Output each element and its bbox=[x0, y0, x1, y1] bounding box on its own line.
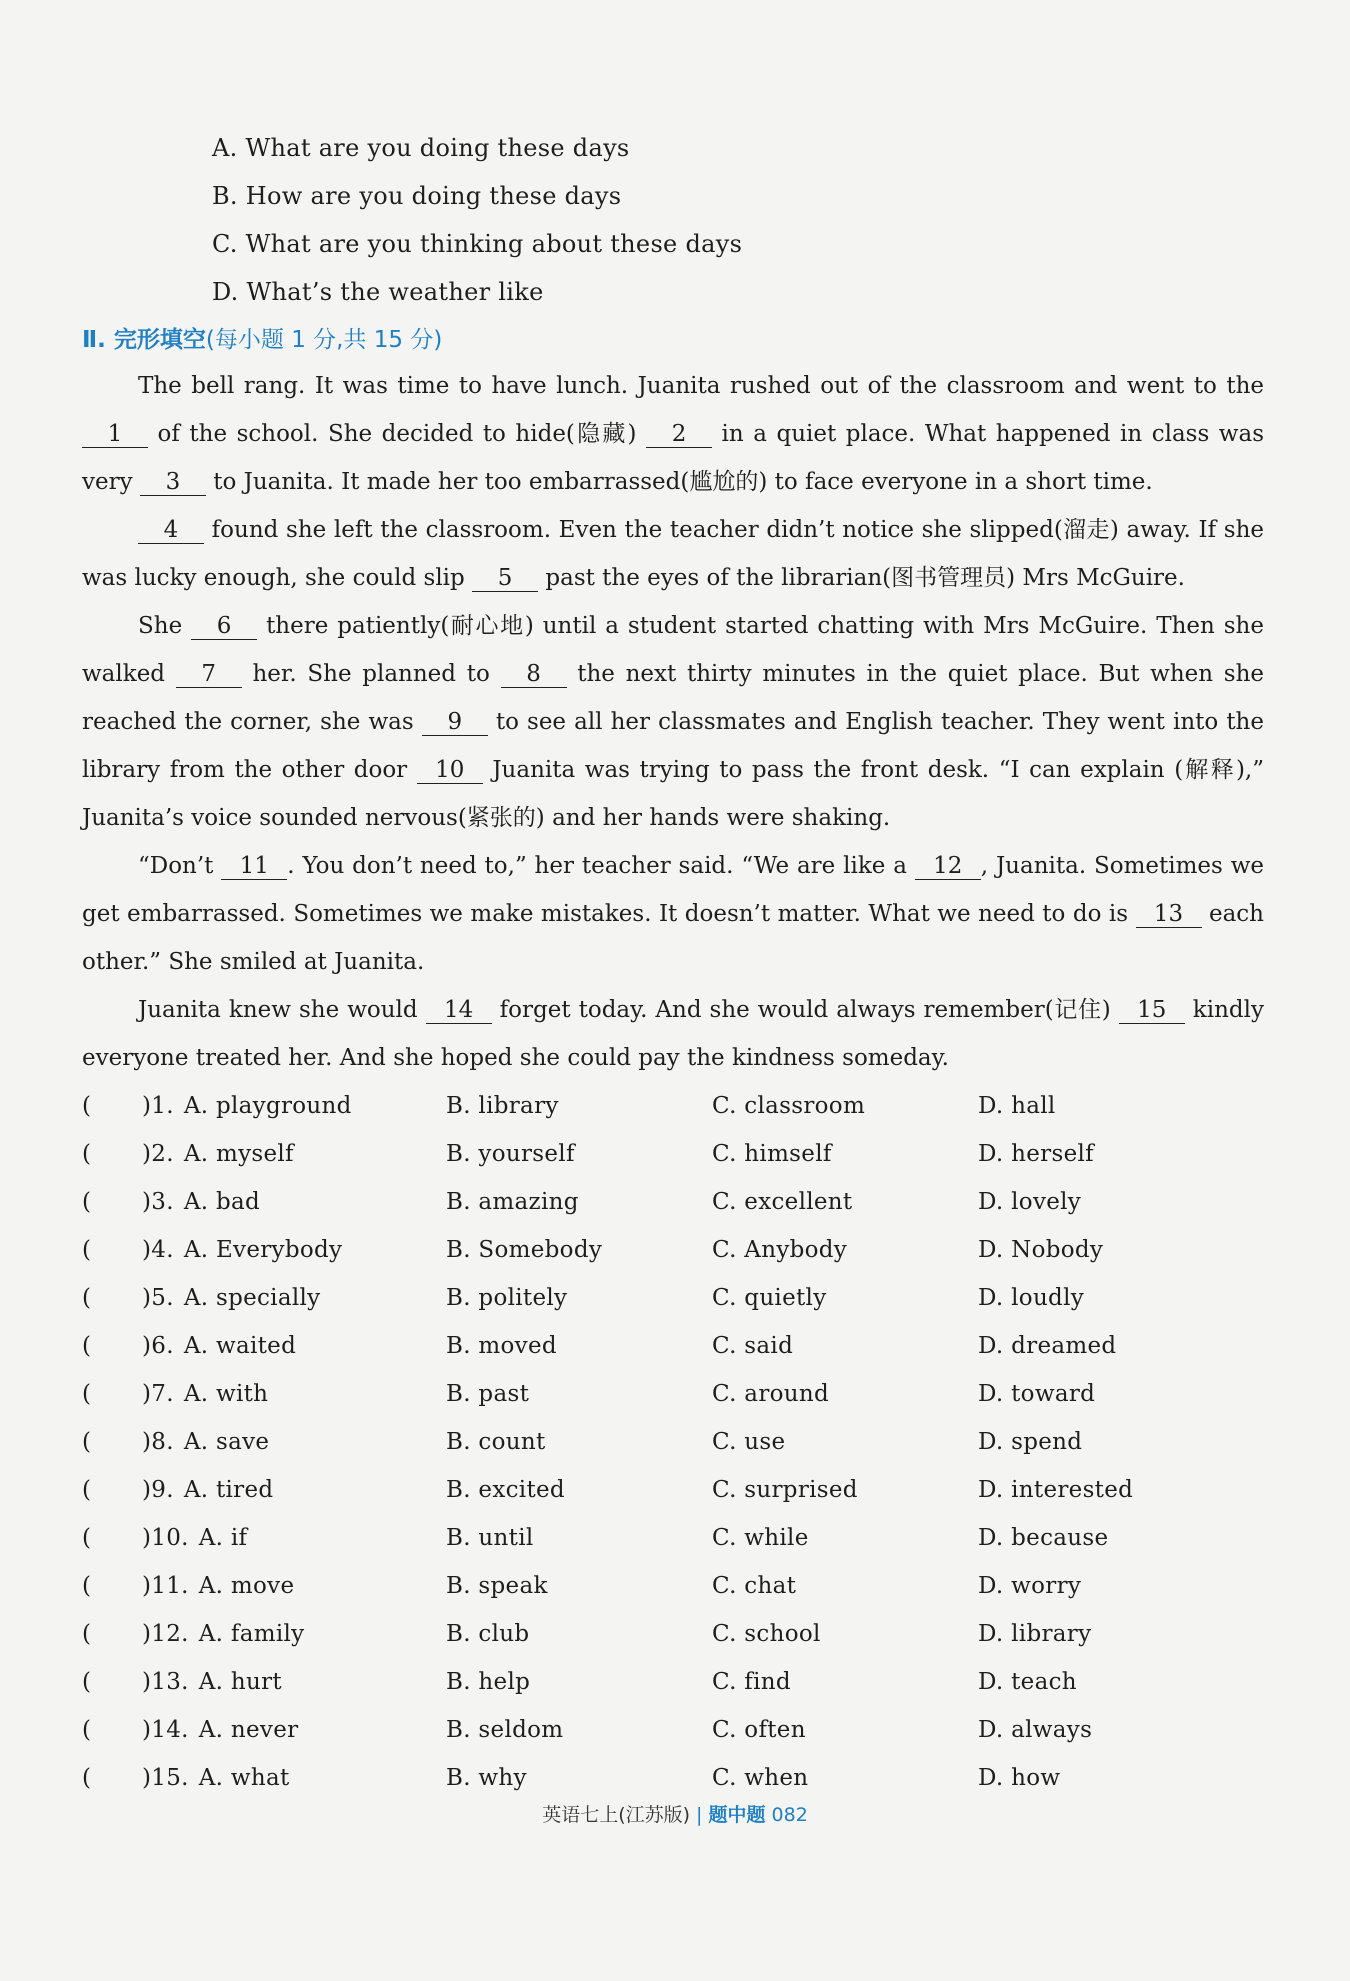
blank-7: 7 bbox=[176, 661, 242, 688]
option-b: B. Somebody bbox=[446, 1237, 603, 1263]
option-a-text: A. specially bbox=[183, 1285, 321, 1311]
question-number: )8. bbox=[142, 1429, 174, 1455]
option-b: B. amazing bbox=[446, 1189, 579, 1215]
question-number: )10. bbox=[142, 1525, 189, 1551]
blank-10: 10 bbox=[417, 757, 483, 784]
option-a-text: A. hurt bbox=[198, 1669, 282, 1695]
answer-paren: ( bbox=[82, 1621, 92, 1647]
blank-9: 9 bbox=[422, 709, 488, 736]
option-a-text: A. Everybody bbox=[183, 1237, 343, 1263]
section-subtitle: (每小题 1 分,共 15 分) bbox=[205, 327, 443, 353]
section-title: Ⅱ. 完形填空 bbox=[82, 327, 206, 353]
option-b: B. library bbox=[446, 1093, 559, 1119]
question-number: )9. bbox=[142, 1477, 174, 1503]
blank-8: 8 bbox=[501, 661, 567, 688]
option-c: C. when bbox=[712, 1765, 809, 1791]
question-number: )11. bbox=[142, 1573, 189, 1599]
text: kindly everyone treated her. And she hoped she could pay the kindness someday. bbox=[82, 997, 1264, 1071]
question-number: )12. bbox=[142, 1621, 189, 1647]
footer-divider: | bbox=[696, 1804, 703, 1826]
option-c: C. What are you thinking about these days bbox=[212, 230, 743, 258]
option-d: D. dreamed bbox=[978, 1333, 1117, 1359]
option-c: C. said bbox=[712, 1333, 794, 1359]
question-row bbox=[82, 1514, 1264, 1562]
option-a-text: A. bad bbox=[183, 1189, 261, 1215]
answer-paren: ( bbox=[82, 1765, 92, 1791]
option-d: D. What’s the weather like bbox=[212, 278, 544, 306]
paragraph-1 bbox=[82, 362, 1264, 506]
option-c: C. himself bbox=[712, 1141, 832, 1167]
text: She bbox=[138, 613, 192, 639]
option-c: C. chat bbox=[712, 1573, 797, 1599]
option-d: D. because bbox=[978, 1525, 1109, 1551]
question-row bbox=[82, 1322, 1264, 1370]
option-a bbox=[142, 1706, 446, 1754]
option-a: A. What are you doing these days bbox=[212, 134, 630, 162]
option-d: D. always bbox=[978, 1717, 1093, 1743]
question-row bbox=[82, 1274, 1264, 1322]
cloze-passage bbox=[82, 362, 1264, 1082]
answer-paren: ( bbox=[82, 1477, 92, 1503]
question-row bbox=[82, 1226, 1264, 1274]
question-row bbox=[82, 1370, 1264, 1418]
answer-paren: ( bbox=[82, 1333, 92, 1359]
option-b: B. why bbox=[446, 1765, 527, 1791]
blank-13: 13 bbox=[1136, 901, 1202, 928]
book-title: 英语七上(江苏版) bbox=[542, 1804, 691, 1826]
option-c: C. classroom bbox=[712, 1093, 866, 1119]
paragraph-2 bbox=[82, 506, 1264, 602]
option-d: D. how bbox=[978, 1765, 1061, 1791]
text: forget today. And she would always remember(记住) bbox=[491, 997, 1119, 1023]
question-row bbox=[82, 1754, 1264, 1802]
option-a-text: A. with bbox=[183, 1381, 269, 1407]
text: “Don’t bbox=[138, 853, 222, 879]
option-a bbox=[142, 1274, 446, 1322]
text: of the school. She decided to hide(隐藏) bbox=[148, 421, 647, 447]
text: to see all her classmates and English teacher. They went into the library from the other door bbox=[82, 709, 1264, 783]
option-c: C. excellent bbox=[712, 1189, 853, 1215]
text: in a quiet place. What happened in class was very bbox=[82, 421, 1264, 495]
series-name: 题中题 bbox=[708, 1804, 766, 1826]
option-d: D. Nobody bbox=[978, 1237, 1104, 1263]
option-a-text: A. never bbox=[198, 1717, 299, 1743]
option-a-text: A. family bbox=[198, 1621, 305, 1647]
option-c: C. while bbox=[712, 1525, 809, 1551]
answer-paren: ( bbox=[82, 1429, 92, 1455]
question-row bbox=[82, 1706, 1264, 1754]
question-row bbox=[82, 1658, 1264, 1706]
option-a bbox=[142, 1754, 446, 1802]
option-a bbox=[142, 1130, 446, 1178]
option-b: B. How are you doing these days bbox=[212, 182, 622, 210]
option-c: C. use bbox=[712, 1429, 786, 1455]
option-a-text: A. tired bbox=[183, 1477, 274, 1503]
option-a-text: A. playground bbox=[183, 1093, 352, 1119]
option-a bbox=[142, 1466, 446, 1514]
question-row bbox=[82, 1562, 1264, 1610]
answer-paren: ( bbox=[82, 1141, 92, 1167]
option-a-text: A. waited bbox=[183, 1333, 297, 1359]
option-a bbox=[142, 1226, 446, 1274]
text: The bell rang. It was time to have lunch. Juanita rushed out of the classroom and went to the bbox=[138, 373, 1264, 399]
option-b: B. seldom bbox=[446, 1717, 564, 1743]
question-number: )7. bbox=[142, 1381, 174, 1407]
text: . You don’t need to,” her teacher said. “We are like a bbox=[287, 853, 915, 879]
option-c: C. find bbox=[712, 1669, 791, 1695]
option-a-text: A. if bbox=[198, 1525, 248, 1551]
question-number: )14. bbox=[142, 1717, 189, 1743]
blank-15: 15 bbox=[1119, 997, 1185, 1024]
option-b: B. help bbox=[446, 1669, 531, 1695]
option-d: D. loudly bbox=[978, 1285, 1085, 1311]
option-d: D. lovely bbox=[978, 1189, 1082, 1215]
question-row bbox=[82, 1082, 1264, 1130]
question-row bbox=[82, 1178, 1264, 1226]
blank-2: 2 bbox=[646, 421, 712, 448]
option-a-text: A. what bbox=[198, 1765, 290, 1791]
question-number: )4. bbox=[142, 1237, 174, 1263]
answer-paren: ( bbox=[82, 1285, 92, 1311]
option-c: C. quietly bbox=[712, 1285, 827, 1311]
text: her. She planned to bbox=[241, 661, 501, 687]
text: past the eyes of the librarian(图书管理员) Mrs McGuire. bbox=[538, 565, 1185, 591]
text: found she left the classroom. Even the teacher didn’t notice she slipped(溜走) away. If she was lucky enough, she could slip bbox=[82, 517, 1264, 591]
question-list bbox=[82, 1082, 1264, 1802]
option-d: D. toward bbox=[978, 1381, 1096, 1407]
paragraph-5 bbox=[82, 986, 1264, 1082]
option-a bbox=[142, 1322, 446, 1370]
question-row bbox=[82, 1610, 1264, 1658]
option-d: D. herself bbox=[978, 1141, 1094, 1167]
option-a bbox=[142, 1562, 446, 1610]
answer-paren: ( bbox=[82, 1381, 92, 1407]
option-a bbox=[142, 1658, 446, 1706]
question-number: )2. bbox=[142, 1141, 174, 1167]
blank-11: 11 bbox=[221, 853, 287, 880]
option-a bbox=[142, 1178, 446, 1226]
blank-12: 12 bbox=[915, 853, 981, 880]
text: each other.” She smiled at Juanita. bbox=[82, 901, 1264, 975]
option-b: B. past bbox=[446, 1381, 530, 1407]
text: Juanita was trying to pass the front desk. “I can explain (解释),” Juanita’s voice sounded nervous(紧张的) and her hands were shaking. bbox=[82, 757, 1264, 831]
option-c: C. Anybody bbox=[712, 1237, 848, 1263]
section-heading bbox=[82, 318, 1264, 362]
option-b: B. speak bbox=[446, 1573, 548, 1599]
option-b: B. club bbox=[446, 1621, 530, 1647]
option-b: B. excited bbox=[446, 1477, 565, 1503]
option-d: D. teach bbox=[978, 1669, 1077, 1695]
option-b: B. moved bbox=[446, 1333, 557, 1359]
option-a-text: A. save bbox=[183, 1429, 270, 1455]
blank-1: 1 bbox=[82, 421, 148, 448]
option-d: D. library bbox=[978, 1621, 1092, 1647]
text: to Juanita. It made her too embarrassed(尴尬的) to face everyone in a short time. bbox=[205, 469, 1153, 495]
option-a bbox=[142, 1370, 446, 1418]
blank-14: 14 bbox=[426, 997, 492, 1024]
option-c: C. often bbox=[712, 1717, 806, 1743]
option-d: D. interested bbox=[978, 1477, 1134, 1503]
question-row bbox=[82, 1466, 1264, 1514]
question-number: )3. bbox=[142, 1189, 174, 1215]
question-number: )13. bbox=[142, 1669, 189, 1695]
option-b: B. until bbox=[446, 1525, 534, 1551]
answer-paren: ( bbox=[82, 1669, 92, 1695]
question-number: )15. bbox=[142, 1765, 189, 1791]
answer-paren: ( bbox=[82, 1525, 92, 1551]
blank-6: 6 bbox=[191, 613, 257, 640]
option-b: B. yourself bbox=[446, 1141, 575, 1167]
option-a bbox=[142, 1610, 446, 1658]
option-d: D. hall bbox=[978, 1093, 1056, 1119]
text: , Juanita. Sometimes we get embarrassed. Sometimes we make mistakes. It doesn’t matter. What we need to do is bbox=[82, 853, 1264, 927]
question-number: )1. bbox=[142, 1093, 174, 1119]
blank-3: 3 bbox=[140, 469, 206, 496]
question-number: )6. bbox=[142, 1333, 174, 1359]
option-a-text: A. move bbox=[198, 1573, 295, 1599]
option-a bbox=[142, 1418, 446, 1466]
answer-paren: ( bbox=[82, 1093, 92, 1119]
option-d: D. spend bbox=[978, 1429, 1083, 1455]
option-b: B. politely bbox=[446, 1285, 568, 1311]
answer-paren: ( bbox=[82, 1573, 92, 1599]
question-row bbox=[82, 1130, 1264, 1178]
answer-paren: ( bbox=[82, 1237, 92, 1263]
answer-paren: ( bbox=[82, 1189, 92, 1215]
option-b: B. count bbox=[446, 1429, 546, 1455]
answer-paren: ( bbox=[82, 1717, 92, 1743]
paragraph-3 bbox=[82, 602, 1264, 842]
previous-question-options bbox=[82, 124, 1264, 316]
option-d: D. worry bbox=[978, 1573, 1082, 1599]
question-number: )5. bbox=[142, 1285, 174, 1311]
option-a bbox=[142, 1514, 446, 1562]
question-row bbox=[82, 1418, 1264, 1466]
option-a-text: A. myself bbox=[183, 1141, 294, 1167]
option-c: C. around bbox=[712, 1381, 830, 1407]
paragraph-4 bbox=[82, 842, 1264, 986]
text: there patiently(耐心地) until a student started chatting with Mrs McGuire. Then she walked bbox=[82, 613, 1264, 687]
text: the next thirty minutes in the quiet place. But when she reached the corner, she was bbox=[82, 661, 1265, 735]
option-c: C. school bbox=[712, 1621, 821, 1647]
blank-4: 4 bbox=[138, 517, 204, 544]
page-number: 082 bbox=[771, 1804, 808, 1826]
option-c: C. surprised bbox=[712, 1477, 858, 1503]
page-footer bbox=[0, 1800, 1350, 1827]
text: Juanita knew she would bbox=[138, 997, 426, 1023]
blank-5: 5 bbox=[472, 565, 538, 592]
option-a bbox=[142, 1082, 446, 1130]
